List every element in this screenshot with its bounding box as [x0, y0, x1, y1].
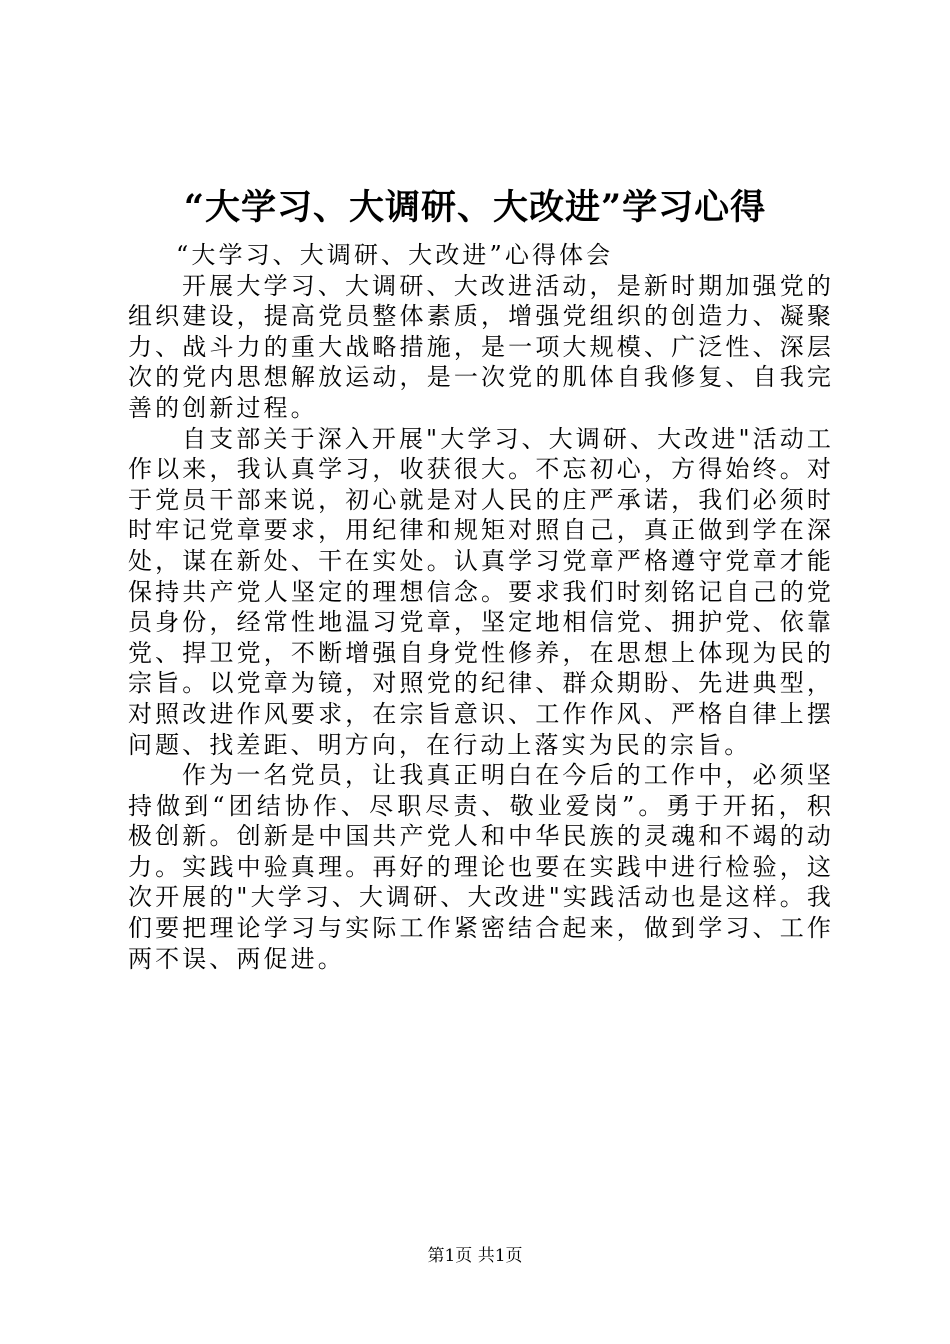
- body-paragraph: 作为一名党员，让我真正明白在今后的工作中，必须坚持做到“团结协作、尽职尽责、敬业爱岗”。勇于开拓，积极创新。创新是中国共产党人和中华民族的灵魂和不竭的动力。实践中验真理。再好的理论也要在实践中进行检验，这次开展的"大学习、大调研、大改进"实践活动也是这样。我们要把理论学习与实际工作紧密结合起来，做到学习、工作两不误、两促进。: [128, 761, 834, 973]
- document-body: [128, 240, 834, 974]
- document-title: “大学习、大调研、大改进”学习心得: [183, 187, 767, 228]
- body-paragraph: 开展大学习、大调研、大改进活动，是新时期加强党的组织建设，提高党员整体素质，增强党组织的创造力、凝聚力、战斗力的重大战略措施，是一项大规模、广泛性、深层次的党内思想解放运动，是一次党的肌体自我修复、自我完善的创新过程。: [128, 271, 834, 422]
- page-number-footer: 第1页 共1页: [427, 1246, 523, 1266]
- document-subtitle: “大学习、大调研、大改进”心得体会: [176, 241, 614, 269]
- body-paragraph: 自支部关于深入开展"大学习、大调研、大改进"活动工作以来，我认真学习，收获很大。不忘初心，方得始终。对于党员干部来说，初心就是对人民的庄严承诺，我们必须时时牢记党章要求，用纪律和规矩对照自己，真正做到学在深处，谋在新处、干在实处。认真学习党章严格遵守党章才能保持共产党人坚定的理想信念。要求我们时刻铭记自己的党员身份，经常性地温习党章，坚定地相信党、拥护党、依靠党、捍卫党，不断增强自身党性修养，在思想上体现为民的宗旨。以党章为镜，对照党的纪律、群众期盼、先进典型，对照改进作风要求，在宗旨意识、工作作风、严格自律上摆问题、找差距、明方向，在行动上落实为民的宗旨。: [128, 424, 834, 759]
